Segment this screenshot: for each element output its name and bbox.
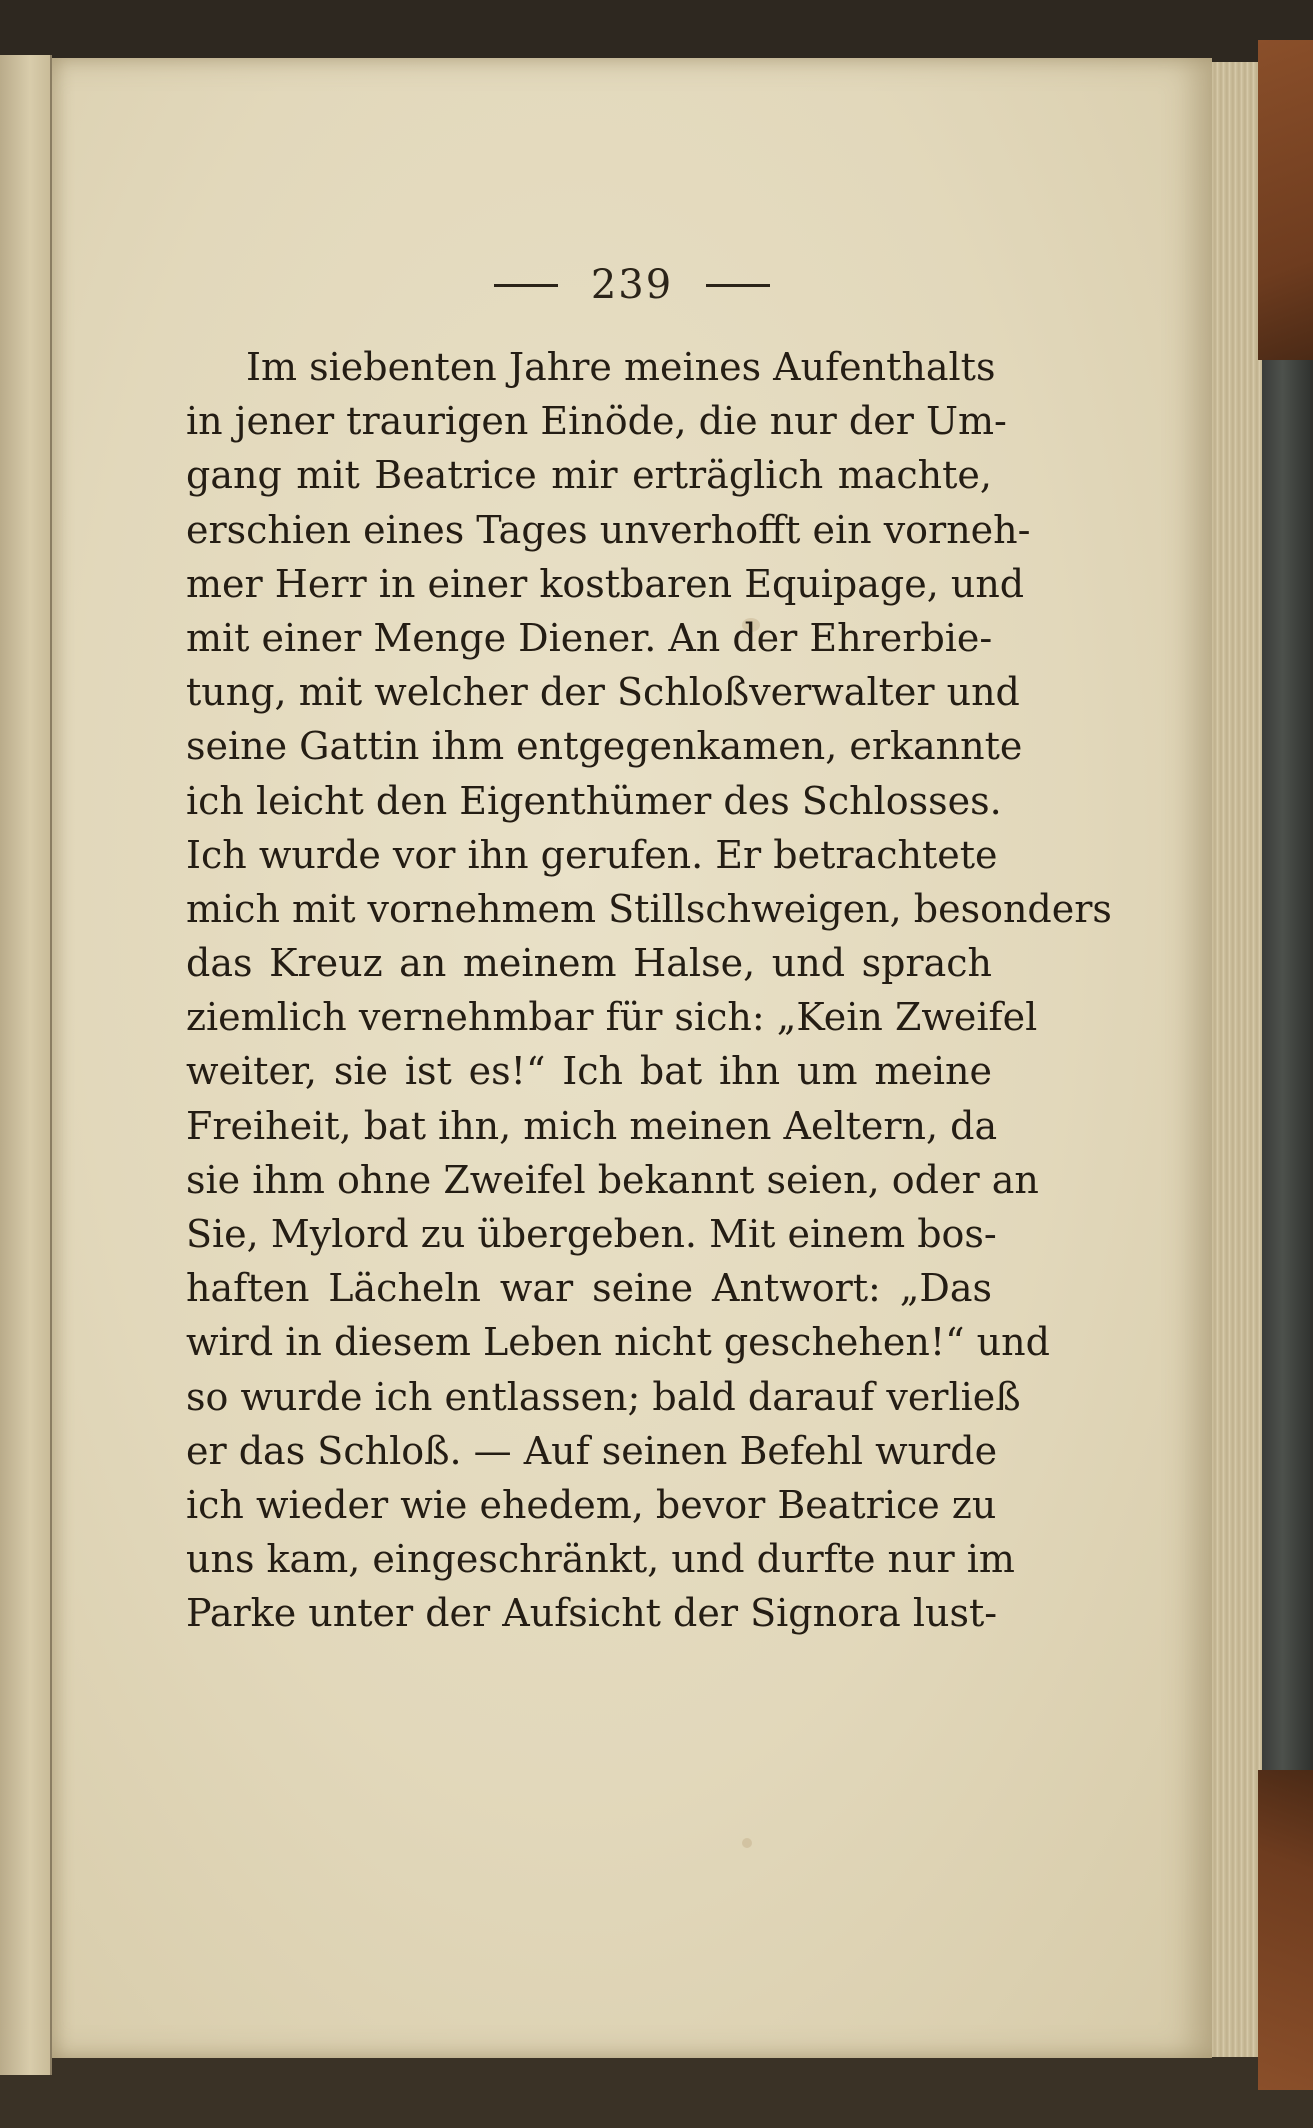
page-stack-edge [1212,62,1267,2057]
text-line: er das Schloß. — Auf seinen Befehl wurde [186,1428,998,1473]
text-line: Ich wurde vor ihn gerufen. Er betrachtete [186,832,998,877]
text-line: seine Gattin ihm entgegenkamen, erkannte [186,724,1023,769]
text-line: haften Lächeln war seine Antwort: „Das [186,1266,992,1311]
text-line: mit einer Menge Diener. An der Ehrerbie- [186,615,993,660]
paper-stain [742,1838,752,1848]
text-line: mer Herr in einer kostbaren Equipage, und [186,561,1025,606]
text-line: uns kam, eingeschränkt, und durfte nur im [186,1537,1015,1582]
text-line: Im siebenten Jahre meines Aufenthalts [246,345,996,389]
text-line: sie ihm ohne Zweifel bekannt seien, oder an [186,1157,1039,1202]
text-line: Sie, Mylord zu übergeben. Mit einem bos- [186,1212,997,1256]
text-line: ziemlich vernehmbar für sich: „Kein Zweifel [186,995,1038,1040]
text-line: das Kreuz an meinem Halse, und sprach [186,941,992,986]
header-dash-left [494,284,558,287]
text-line: Parke unter der Aufsicht der Signora lust- [186,1591,998,1636]
text-line: wird in diesem Leben nicht geschehen!“ und [186,1320,1050,1365]
text-line: weiter, sie ist es!“ Ich bat ihn um meine [186,1049,992,1094]
text-line: in jener traurigen Einöde, die nur der Um- [186,399,1007,444]
body-text [186,340,1112,1641]
page-header [52,262,1212,308]
text-line: tung, mit welcher der Schloßverwalter und [186,670,1020,715]
previous-page-edge [0,55,52,2075]
cover-corner-bottom [1258,1770,1313,2090]
text-line: gang mit Beatrice mir erträglich machte, [186,453,992,498]
text-line: Freiheit, bat ihn, mich meinen Aeltern, da [186,1103,998,1148]
header-dash-right [706,284,770,287]
text-line: ich wieder wie ehedem, bevor Beatrice zu [186,1482,997,1527]
text-line: ich leicht den Eigenthümer des Schlosses. [186,778,1002,823]
text-line: mich mit vornehmem Stillschweigen, besonders [186,886,1112,931]
text-line: erschien eines Tages unverhofft ein vorneh- [186,507,1031,552]
text-line: so wurde ich entlassen; bald darauf verließ [186,1374,1021,1419]
cover-corner-top [1258,40,1313,360]
page-number: 239 [590,262,674,308]
